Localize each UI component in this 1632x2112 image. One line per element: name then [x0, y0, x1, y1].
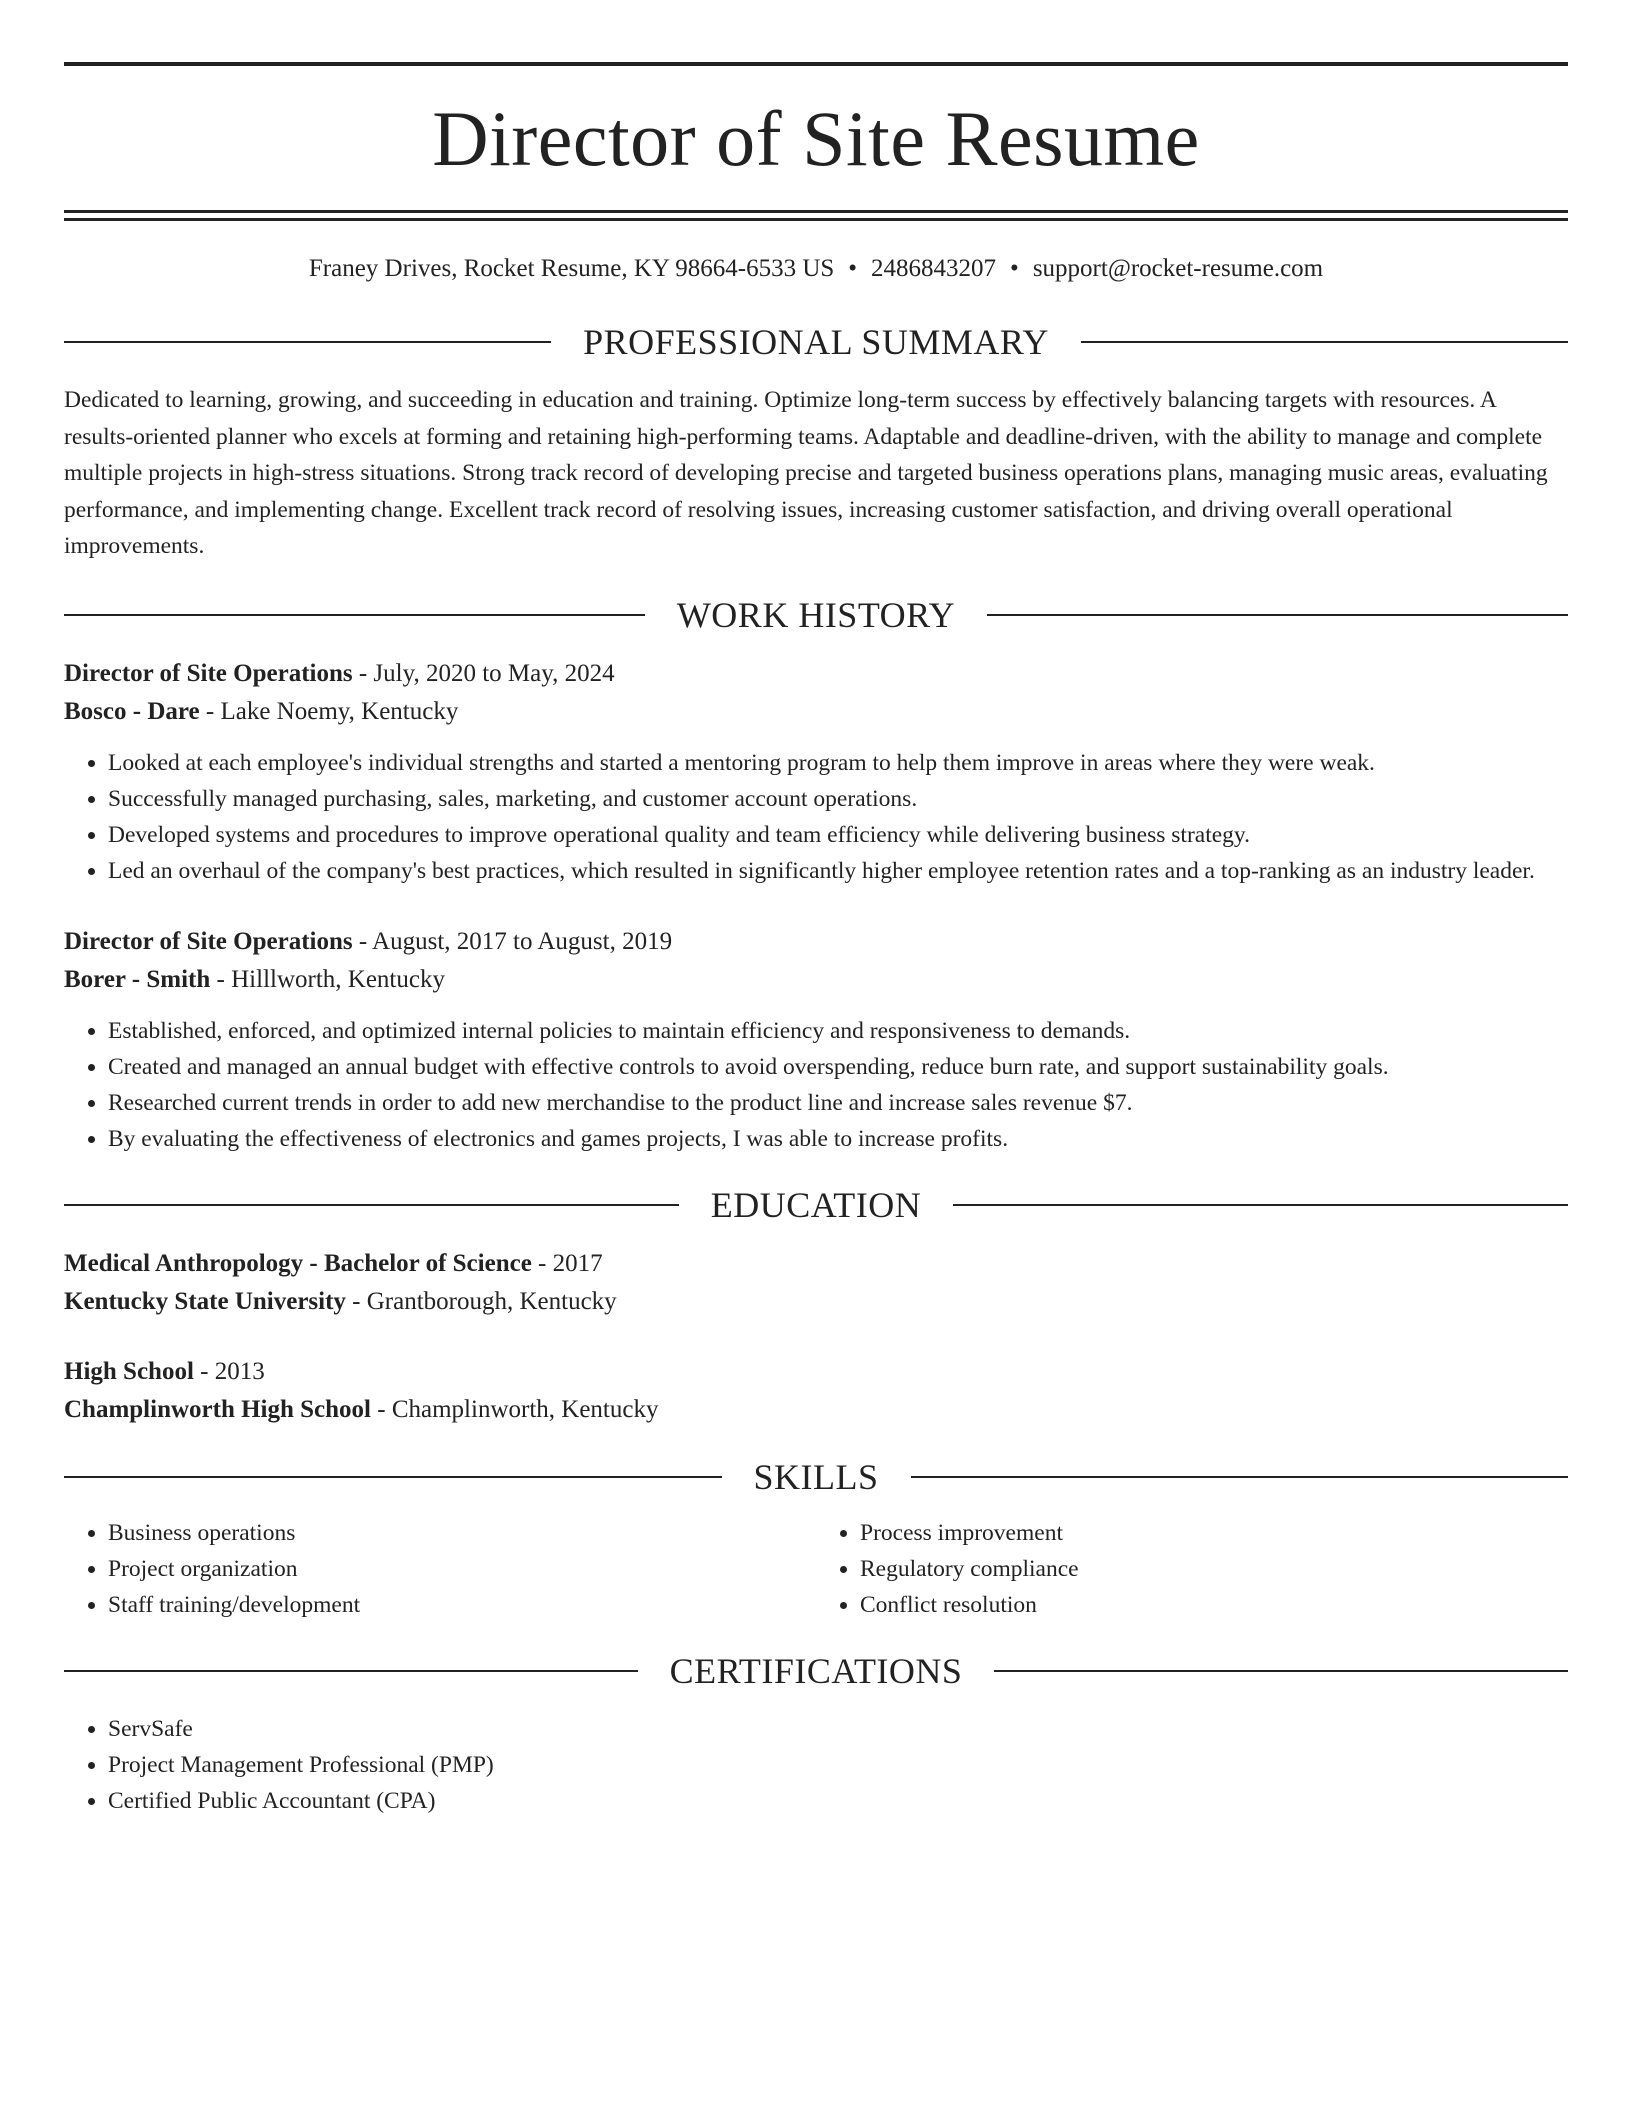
list-item: • By evaluating the effectiveness of electronics and games projects, I was able to increase profits.	[108, 1121, 1568, 1157]
skills-heading	[64, 1456, 1568, 1497]
list-item: • Process improvement	[860, 1515, 1568, 1551]
title-double-rule	[64, 210, 1568, 221]
education-heading-text: EDUCATION	[710, 1184, 922, 1225]
list-item: • Business operations	[108, 1515, 816, 1551]
job-dates: - July, 2020 to May, 2024	[352, 659, 615, 687]
certifications-list	[64, 1711, 1568, 1819]
heading-rule-right	[953, 1204, 1568, 1206]
job-company-line	[64, 693, 1568, 731]
list-item: • Conflict resolution	[860, 1587, 1568, 1623]
education-entry	[64, 1245, 1568, 1321]
heading-rule-right	[911, 1476, 1569, 1478]
school: Champlinworth High School	[64, 1395, 372, 1423]
work-heading	[64, 594, 1568, 635]
contact-email: support@rocket-resume.com	[1032, 255, 1324, 282]
job-bullets	[64, 1013, 1568, 1157]
contact-phone: 2486843207	[871, 255, 997, 282]
skills-list	[64, 1515, 1568, 1623]
heading-rule-left	[64, 1204, 679, 1206]
education-entry	[64, 1353, 1568, 1429]
job-company: Borer - Smith	[64, 965, 211, 993]
contact-line	[64, 254, 1568, 284]
certifications-heading-text: CERTIFICATIONS	[669, 1650, 963, 1691]
job-title: Director of Site Operations	[64, 927, 353, 955]
list-item: • Looked at each employee's individual strengths and started a mentoring program to help them improve in areas where they were weak.	[108, 745, 1568, 781]
work-entry	[64, 923, 1568, 1157]
list-item: • Successfully managed purchasing, sales, marketing, and customer account operations.	[108, 781, 1568, 817]
heading-rule-left	[64, 1670, 638, 1672]
job-title-line	[64, 655, 1568, 693]
list-item: • Regulatory compliance	[860, 1551, 1568, 1587]
skills-bullets	[64, 1515, 816, 1623]
skills-column-right	[816, 1515, 1568, 1623]
work-entry	[64, 655, 1568, 889]
heading-rule-left	[64, 614, 645, 616]
list-item: • ServSafe	[108, 1711, 1568, 1747]
job-title-line	[64, 923, 1568, 961]
list-item: • Staff training/development	[108, 1587, 816, 1623]
contact-separator: •	[1010, 255, 1019, 282]
job-title: Director of Site Operations	[64, 659, 353, 687]
list-item: • Led an overhaul of the company's best practices, which resulted in significantly higher employee retention rates and a top-ranking as an industry leader.	[108, 853, 1568, 889]
job-company: Bosco - Dare	[64, 697, 200, 725]
summary-text: Dedicated to learning, growing, and succeeding in education and training. Optimize long-term success by effectively balancing targets with resources. A results-oriented planner who excels at forming and retaining high-performing teams. Adaptable and deadline-driven, with the ability to manage and complete multiple projects in high-stress situations. Strong track record of developing precise and targeted business operations plans, managing music areas, evaluating performance, and implementing change. Excellent track record of resolving issues, increasing customer satisfaction, and driving overall operational improvements.	[64, 387, 1548, 559]
school-location: - Champlinworth, Kentucky	[371, 1395, 659, 1423]
degree-year: - 2013	[193, 1357, 265, 1385]
certifications-heading	[64, 1650, 1568, 1691]
job-location: - Hilllworth, Kentucky	[210, 965, 445, 993]
top-rule	[64, 62, 1568, 66]
school-location: - Grantborough, Kentucky	[345, 1287, 617, 1315]
skills-column-left	[64, 1515, 816, 1623]
school: Kentucky State University	[64, 1287, 346, 1315]
list-item: • Project organization	[108, 1551, 816, 1587]
job-bullets	[64, 745, 1568, 889]
heading-rule-right	[994, 1670, 1568, 1672]
summary-heading-text: PROFESSIONAL SUMMARY	[583, 322, 1049, 362]
school-line	[64, 1391, 1568, 1429]
list-item: • Project Management Professional (PMP)	[108, 1747, 1568, 1783]
education-heading	[64, 1184, 1568, 1225]
list-item: • Created and managed an annual budget with effective controls to avoid overspending, reduce burn rate, and support sustainability goals.	[108, 1049, 1568, 1085]
degree-line	[64, 1353, 1568, 1391]
skills-heading-text: SKILLS	[753, 1456, 879, 1497]
list-item: • Certified Public Accountant (CPA)	[108, 1783, 1568, 1819]
degree: Medical Anthropology - Bachelor of Science	[64, 1249, 532, 1277]
list-item: • Established, enforced, and optimized internal policies to maintain efficiency and responsiveness to demands.	[108, 1013, 1568, 1049]
heading-rule-left	[64, 341, 551, 343]
page-title: Director of Site Resume	[432, 95, 1200, 182]
contact-separator: •	[848, 255, 858, 282]
heading-rule-left	[64, 1476, 722, 1478]
skills-bullets	[816, 1515, 1568, 1623]
job-dates: - August, 2017 to August, 2019	[352, 927, 673, 955]
heading-rule-right	[1081, 341, 1568, 343]
list-item: • Developed systems and procedures to improve operational quality and team efficiency while delivering business strategy.	[108, 817, 1568, 853]
degree-line	[64, 1245, 1568, 1283]
list-item: • Researched current trends in order to add new merchandise to the product line and increase sales revenue $7.	[108, 1085, 1568, 1121]
work-heading-text: WORK HISTORY	[676, 594, 956, 635]
job-company-line	[64, 961, 1568, 999]
summary-heading	[64, 324, 1568, 360]
degree: High School	[64, 1357, 194, 1385]
degree-year: - 2017	[531, 1249, 603, 1277]
job-location: - Lake Noemy, Kentucky	[199, 697, 459, 725]
school-line	[64, 1283, 1568, 1321]
contact-address: Franey Drives, Rocket Resume, KY 98664-6533 US	[308, 255, 835, 282]
heading-rule-right	[987, 614, 1568, 616]
